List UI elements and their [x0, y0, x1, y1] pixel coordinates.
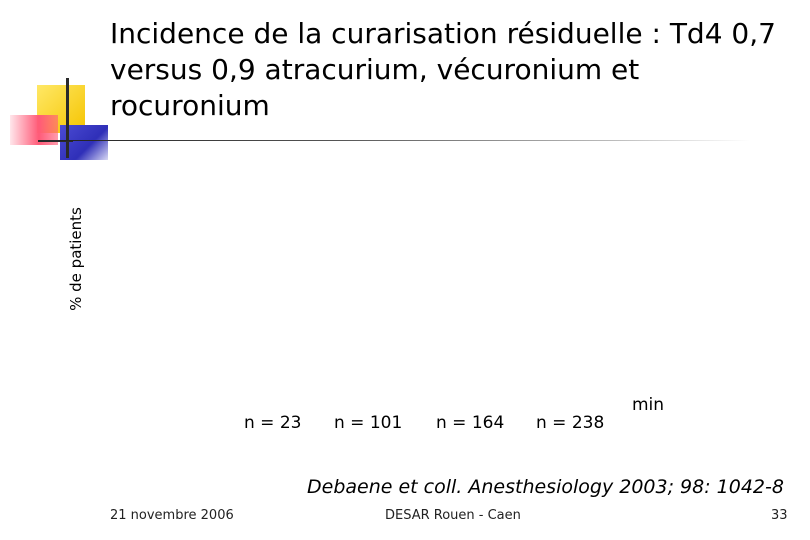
citation: Debaene et coll. Anesthesiology 2003; 98: 1042-8 — [307, 476, 784, 498]
logo-vertical-line — [66, 78, 69, 158]
slide-title: Incidence de la curarisation résiduelle : Td4 0,7 versus 0,9 atracurium, vécuronium et rocuronium — [110, 17, 776, 122]
footer-center-text: DESAR Rouen - Caen — [385, 508, 521, 523]
group-size-1: n = 23 — [244, 413, 302, 433]
unit-label: min — [632, 395, 665, 415]
footer-date: 21 novembre 2006 — [110, 508, 234, 523]
group-size-3: n = 164 — [436, 413, 505, 433]
group-size-4: n = 238 — [536, 413, 605, 433]
page-number: 33 — [771, 508, 788, 523]
y-axis-label: % de patients — [67, 207, 85, 311]
group-size-2: n = 101 — [334, 413, 403, 433]
title-divider — [60, 140, 750, 141]
